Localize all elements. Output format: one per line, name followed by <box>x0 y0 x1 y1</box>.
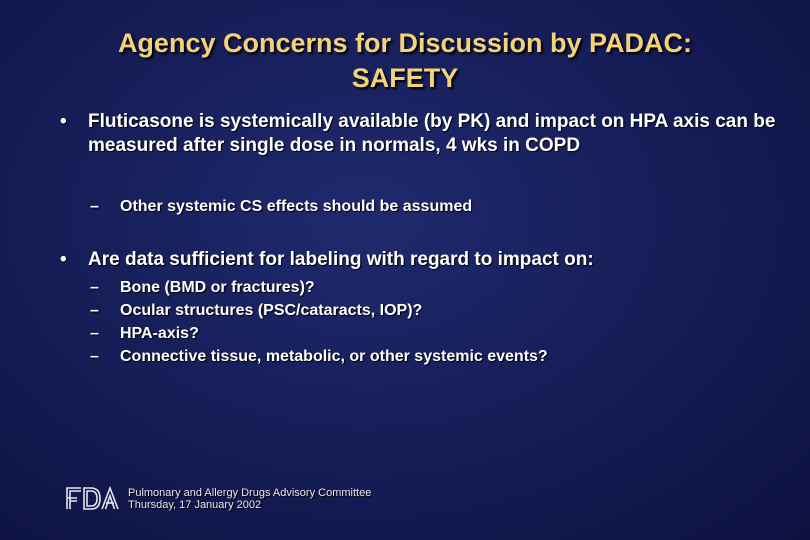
bullet-text: Fluticasone is systemically available (by PK) and impact on HPA axis can be measured after single dose in normals, 4 wks in COPD <box>88 111 776 156</box>
bullet-data-sufficiency <box>60 248 780 272</box>
bullet-systemic-availability <box>60 110 780 158</box>
subitem-text: Other systemic CS effects should be assumed <box>120 198 473 215</box>
subitem-ocular <box>90 299 780 322</box>
fda-logo-icon <box>64 484 120 512</box>
dash-marker: – <box>90 325 99 342</box>
title-line-2: SAFETY <box>351 63 459 93</box>
subitem-text: HPA-axis? <box>120 325 199 342</box>
footer-text <box>128 487 448 511</box>
impact-sublist <box>90 276 780 368</box>
subitem-text: Connective tissue, metabolic, or other systemic events? <box>120 348 548 365</box>
dash-marker: – <box>90 348 99 365</box>
footer-date: Thursday, 17 January 2002 <box>128 499 262 511</box>
subitem-text: Bone (BMD or fractures)? <box>120 279 315 296</box>
bullet-marker: • <box>60 111 67 132</box>
subitem-connective-tissue <box>90 345 780 368</box>
dash-marker: – <box>90 302 99 319</box>
slide-title <box>0 26 810 96</box>
bullet-text: Are data sufficient for labeling with regard to impact on: <box>88 249 594 270</box>
subitem-bone <box>90 276 780 299</box>
subitem-hpa-axis <box>90 322 780 345</box>
dash-marker: – <box>90 279 99 296</box>
bullet-marker: • <box>60 249 67 270</box>
title-line-1: Agency Concerns for Discussion by PADAC: <box>117 28 693 58</box>
dash-marker: – <box>90 198 99 215</box>
footer-committee: Pulmonary and Allergy Drugs Advisory Committee <box>128 487 372 499</box>
subitem-text: Ocular structures (PSC/cataracts, IOP)? <box>120 302 423 319</box>
subitem-other-systemic-effects <box>90 195 780 219</box>
